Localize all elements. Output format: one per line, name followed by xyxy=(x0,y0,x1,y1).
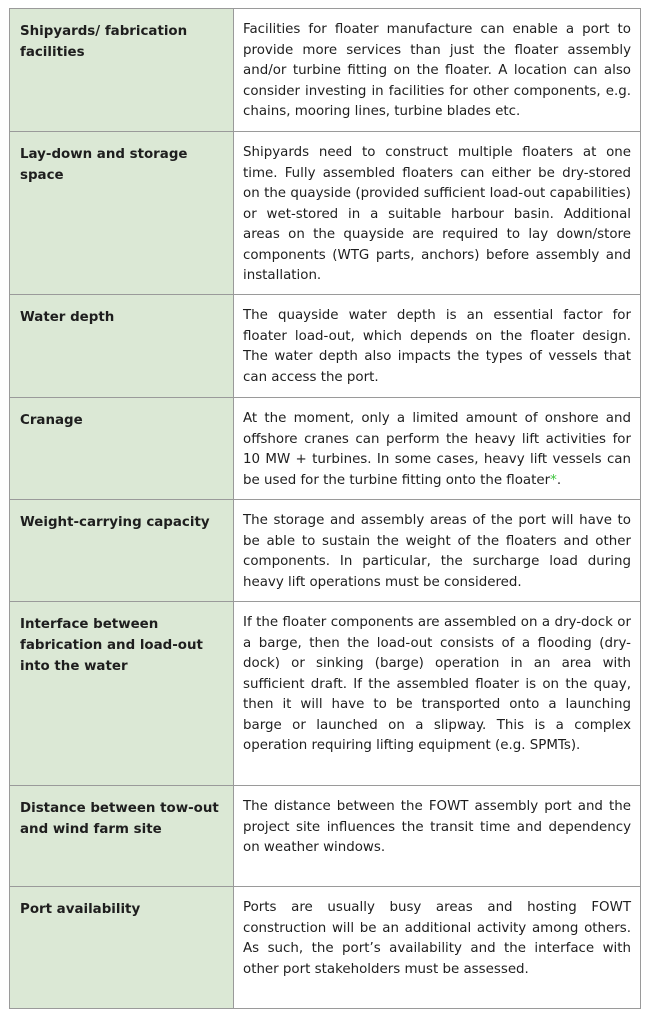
row-description xyxy=(234,398,641,500)
table-row xyxy=(10,132,641,295)
table-row xyxy=(10,398,641,500)
row-description: The quayside water depth is an essential factor for floater load-out, which depends on the floater design. The water depth also impacts the types of vessels that can access the port. xyxy=(234,295,641,398)
description-tail: . xyxy=(556,472,562,488)
row-description: If the floater components are assembled on a dry-dock or a barge, then the load-out consists of a flooding (dry-dock) or sinking (barge) operation in an area with sufficient draft. If the assembled floater is on the quay, then it will have to be transported onto a launching barge or launched on a slipway. This is a complex operation requiring lifting equipment (e.g. SPMTs). xyxy=(234,602,641,786)
description-text: At the moment, only a limited amount of onshore and offshore cranes can perform the heavy lift activities for 10 MW + turbines. In some cases, heavy lift vessels can be used for the turbine fitting onto the floater xyxy=(243,411,631,488)
table-row xyxy=(10,500,641,602)
table-row xyxy=(10,887,641,1009)
footnote-asterisk: * xyxy=(550,472,557,488)
row-label: Weight-carrying capacity xyxy=(10,500,234,602)
row-label: Cranage xyxy=(10,398,234,500)
row-description: The distance between the FOWT assembly port and the project site influences the transit time and dependency on weather windows. xyxy=(234,786,641,887)
row-label: Port availability xyxy=(10,887,234,1009)
table-row xyxy=(10,295,641,398)
row-description: Facilities for floater manufacture can enable a port to provide more services than just the floater assembly and/or turbine fitting on the floater. A location can also consider investing in facilities for other components, e.g. chains, mooring lines, turbine blades etc. xyxy=(234,9,641,132)
row-label: Distance between tow-out and wind farm site xyxy=(10,786,234,887)
table-row xyxy=(10,9,641,132)
row-label: Shipyards/ fabrication facilities xyxy=(10,9,234,132)
table-row xyxy=(10,602,641,786)
row-label: Interface between fabrication and load-out into the water xyxy=(10,602,234,786)
row-description: The storage and assembly areas of the port will have to be able to sustain the weight of the floaters and other components. In particular, the surcharge load during heavy lift operations must be considered. xyxy=(234,500,641,602)
row-label: Lay-down and storage space xyxy=(10,132,234,295)
row-description: Shipyards need to construct multiple floaters at one time. Fully assembled floaters can either be dry-stored on the quayside (provided sufficient load-out capabilities) or wet-stored in a suitable harbour basin. Additional areas on the quayside are required to lay down/store components (WTG parts, anchors) before assembly and installation. xyxy=(234,132,641,295)
table-row xyxy=(10,786,641,887)
row-label: Water depth xyxy=(10,295,234,398)
row-description: Ports are usually busy areas and hosting FOWT construction will be an additional activity among others. As such, the port’s availability and the interface with other port stakeholders must be assessed. xyxy=(234,887,641,1009)
port-requirements-table xyxy=(9,8,641,1009)
